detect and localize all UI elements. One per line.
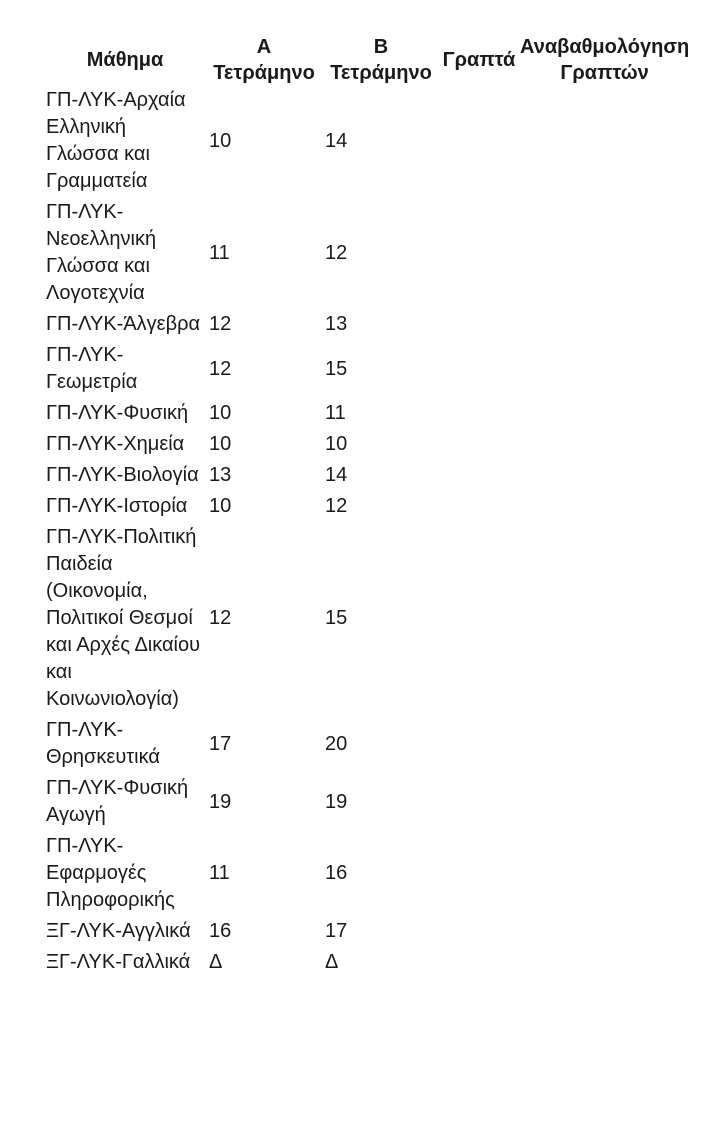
term-a-grade-cell: 12 [209,313,232,335]
table-row [44,198,691,310]
term-a-grade-cell: 17 [209,732,232,755]
regrade-cell [518,198,691,310]
header-term-b-line1: Β [373,36,389,58]
table-row [44,492,691,523]
regrade-cell [518,716,691,774]
term-b-grade-cell: 20 [325,732,348,755]
header-row [44,34,691,86]
term-a-grade-cell: 10 [209,433,232,455]
written-grade-cell [440,492,518,523]
subject-cell: ΓΠ-ΛΥΚ-Αρχαία Ελληνική Γλώσσα και Γραμματεία [46,89,186,192]
term-a-grade-cell: 13 [209,464,232,486]
written-grade-cell [440,461,518,492]
table-row [44,716,691,774]
written-grade-cell [440,774,518,832]
term-b-grade-cell: 14 [325,464,348,486]
regrade-cell [518,948,691,979]
subject-cell: ΓΠ-ΛΥΚ-Ιστορία [46,495,188,517]
term-b-grade-cell: 19 [325,790,348,813]
term-a-grade-cell: Δ [209,951,223,973]
regrade-cell [518,310,691,341]
written-grade-cell [440,716,518,774]
term-a-grade-cell: 19 [209,790,232,813]
table-row [44,523,691,716]
table-row [44,461,691,492]
written-grade-cell [440,523,518,716]
regrade-cell [518,341,691,399]
term-b-grade-cell: 12 [325,241,348,264]
term-b-grade-cell: 14 [325,129,348,152]
written-grade-cell [440,198,518,310]
written-grade-cell [440,310,518,341]
term-b-grade-cell: 10 [325,433,348,455]
header-term-b-line2: Τετράμηνο [330,62,432,84]
term-a-grade-cell: 10 [209,129,232,152]
written-grade-cell [440,399,518,430]
regrade-cell [518,832,691,917]
term-b-grade-cell: 16 [325,862,348,884]
grades-table [44,34,691,979]
table-row [44,917,691,948]
table-row [44,310,691,341]
table-body [44,86,691,979]
regrade-cell [518,399,691,430]
subject-cell: ΞΓ-ΛΥΚ-Αγγλικά [46,920,191,942]
header-regrade-line2: Γραπτών [560,62,649,84]
header-written-label: Γραπτά [442,49,516,71]
header-term-a-line2: Τετράμηνο [213,62,315,84]
term-a-grade-cell: 11 [209,862,230,884]
regrade-cell [518,86,691,198]
header-term-b [322,34,440,86]
written-grade-cell [440,86,518,198]
regrade-cell [518,461,691,492]
term-b-grade-cell: Δ [325,951,339,973]
header-term-a [206,34,322,86]
subject-cell: ΓΠ-ΛΥΚ-Πολιτική Παιδεία (Οικονομία, Πολιτικοί Θεσμοί και Αρχές Δικαίου και Κοινωνιολογία) [46,526,201,710]
regrade-cell [518,774,691,832]
term-a-grade-cell: 10 [209,402,232,424]
regrade-cell [518,430,691,461]
table-row [44,430,691,461]
header-written [440,34,518,86]
term-a-grade-cell: 10 [209,495,232,517]
table-row [44,948,691,979]
term-b-grade-cell: 15 [325,357,348,380]
written-grade-cell [440,917,518,948]
table-row [44,341,691,399]
regrade-cell [518,523,691,716]
header-subject-label: Μάθημα [86,49,164,71]
term-a-grade-cell: 12 [209,357,232,380]
term-b-grade-cell: 11 [325,402,346,424]
header-term-a-line1: Α [256,36,272,58]
term-b-grade-cell: 15 [325,607,348,629]
term-b-grade-cell: 17 [325,920,348,942]
table-row [44,774,691,832]
regrade-cell [518,492,691,523]
subject-cell: ΓΠ-ΛΥΚ-Άλγεβρα [46,313,201,335]
subject-cell: ΓΠ-ΛΥΚ-Φυσική [46,402,189,424]
table-row [44,832,691,917]
table-row [44,399,691,430]
subject-cell: ΓΠ-ΛΥΚ-Φυσική Αγωγή [46,777,189,826]
subject-cell: ΓΠ-ΛΥΚ-Χημεία [46,433,185,455]
subject-cell: ΓΠ-ΛΥΚ-Θρησκευτικά [46,719,160,768]
subject-cell: ΓΠ-ΛΥΚ-Γεωμετρία [46,344,138,393]
table-row [44,86,691,198]
header-subject [44,34,206,86]
written-grade-cell [440,430,518,461]
term-b-grade-cell: 13 [325,313,348,335]
term-a-grade-cell: 11 [209,241,230,264]
regrade-cell [518,917,691,948]
subject-cell: ΞΓ-ΛΥΚ-Γαλλικά [46,951,191,973]
written-grade-cell [440,832,518,917]
term-a-grade-cell: 16 [209,920,232,942]
table-header [44,34,691,86]
header-regrade [518,34,691,86]
written-grade-cell [440,341,518,399]
subject-cell: ΓΠ-ΛΥΚ-Νεοελληνική Γλώσσα και Λογοτεχνία [46,201,157,304]
written-grade-cell [440,948,518,979]
subject-cell: ΓΠ-ΛΥΚ-Εφαρμογές Πληροφορικής [46,835,175,911]
term-a-grade-cell: 12 [209,607,232,629]
subject-cell: ΓΠ-ΛΥΚ-Βιολογία [46,464,199,486]
term-b-grade-cell: 12 [325,495,348,517]
header-regrade-line1: Αναβαθμολόγηση [520,36,690,58]
